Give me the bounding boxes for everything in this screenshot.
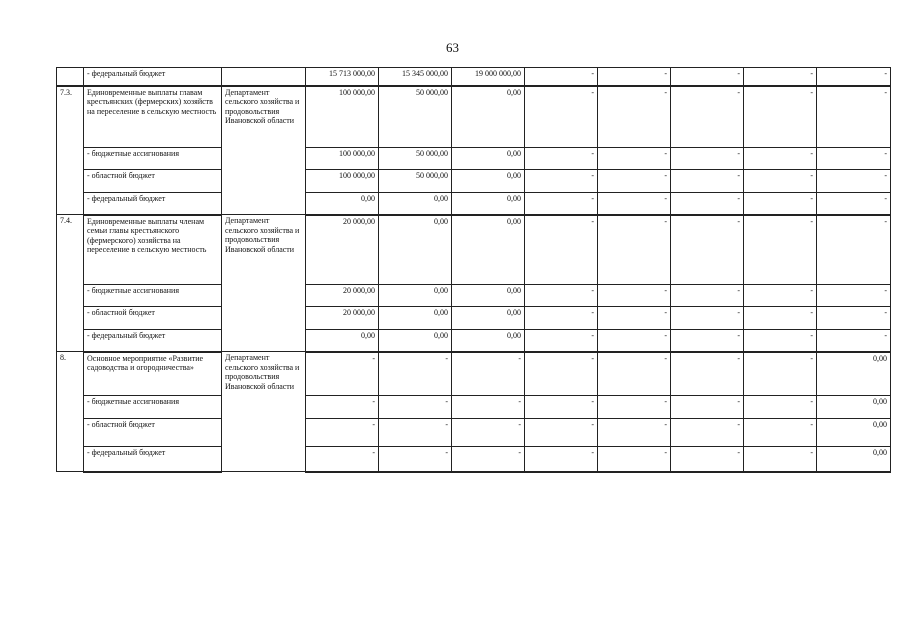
value-cell: 0,00 bbox=[379, 330, 452, 352]
value-cell: - bbox=[452, 352, 525, 396]
table-row bbox=[57, 330, 891, 352]
value-cell: - bbox=[671, 396, 744, 419]
value-cell: 100 000,00 bbox=[306, 170, 379, 193]
row-label-cell: - областной бюджет bbox=[84, 307, 222, 330]
value-cell: 0,00 bbox=[452, 307, 525, 330]
value-cell: - bbox=[598, 68, 671, 86]
value-cell: 0,00 bbox=[452, 148, 525, 170]
value-cell: - bbox=[744, 330, 817, 352]
value-cell: 0,00 bbox=[817, 396, 891, 419]
value-cell: 0,00 bbox=[452, 170, 525, 193]
value-cell: 20 000,00 bbox=[306, 307, 379, 330]
value-cell: - bbox=[525, 419, 598, 447]
value-cell: - bbox=[525, 215, 598, 285]
value-cell: - bbox=[379, 419, 452, 447]
value-cell: 100 000,00 bbox=[306, 148, 379, 170]
value-cell: 0,00 bbox=[379, 215, 452, 285]
value-cell: - bbox=[817, 86, 891, 148]
table-row bbox=[57, 68, 891, 86]
item-index: 8. bbox=[57, 352, 84, 472]
row-label-cell: - бюджетные ассигнования bbox=[84, 285, 222, 307]
value-cell: 0,00 bbox=[452, 330, 525, 352]
value-cell: - bbox=[525, 396, 598, 419]
value-cell: - bbox=[525, 170, 598, 193]
row-index-cell bbox=[57, 68, 84, 86]
value-cell: - bbox=[744, 447, 817, 472]
value-cell: - bbox=[671, 170, 744, 193]
executor-cell: Департамент сельского хозяйства и продовольствия Ивановской области bbox=[222, 86, 306, 215]
value-cell: - bbox=[671, 419, 744, 447]
value-cell: - bbox=[598, 86, 671, 148]
executor-cell: Департамент сельского хозяйства и продовольствия Ивановской области bbox=[222, 215, 306, 352]
value-cell: - bbox=[671, 330, 744, 352]
value-cell: 15 345 000,00 bbox=[379, 68, 452, 86]
executor-cell: Департамент сельского хозяйства и продовольствия Ивановской области bbox=[222, 352, 306, 472]
table-row bbox=[57, 193, 891, 215]
item-index: 7.4. bbox=[57, 215, 84, 352]
budget-table bbox=[56, 67, 891, 473]
value-cell: 0,00 bbox=[817, 447, 891, 472]
value-cell: - bbox=[671, 215, 744, 285]
value-cell: - bbox=[744, 68, 817, 86]
value-cell: - bbox=[744, 215, 817, 285]
value-cell: - bbox=[452, 447, 525, 472]
row-label-cell: - федеральный бюджет bbox=[84, 193, 222, 215]
value-cell: - bbox=[671, 86, 744, 148]
row-label-cell: - областной бюджет bbox=[84, 170, 222, 193]
value-cell: - bbox=[525, 330, 598, 352]
value-cell: - bbox=[525, 193, 598, 215]
value-cell: 50 000,00 bbox=[379, 148, 452, 170]
page-number: 63 bbox=[446, 40, 459, 55]
value-cell: - bbox=[598, 396, 671, 419]
value-cell: - bbox=[525, 307, 598, 330]
table-row bbox=[57, 285, 891, 307]
value-cell: - bbox=[379, 352, 452, 396]
table-row bbox=[57, 170, 891, 193]
value-cell: - bbox=[525, 285, 598, 307]
table-row bbox=[57, 148, 891, 170]
value-cell: - bbox=[671, 285, 744, 307]
value-cell: - bbox=[744, 86, 817, 148]
value-cell: - bbox=[744, 148, 817, 170]
value-cell: - bbox=[598, 307, 671, 330]
value-cell: - bbox=[598, 193, 671, 215]
value-cell: - bbox=[817, 193, 891, 215]
value-cell: 19 000 000,00 bbox=[452, 68, 525, 86]
row-label-cell: - бюджетные ассигнования bbox=[84, 148, 222, 170]
value-cell: - bbox=[525, 68, 598, 86]
row-label-cell: - бюджетные ассигнования bbox=[84, 396, 222, 419]
value-cell: 20 000,00 bbox=[306, 285, 379, 307]
value-cell: - bbox=[452, 396, 525, 419]
value-cell: - bbox=[744, 396, 817, 419]
value-cell: - bbox=[306, 419, 379, 447]
item-title: Единовременные выплаты главам крестьянских (фермерских) хозяйств на переселение в сельскую местность bbox=[84, 86, 222, 148]
table-row bbox=[57, 447, 891, 472]
value-cell: - bbox=[817, 285, 891, 307]
value-cell: 0,00 bbox=[817, 419, 891, 447]
value-cell: 50 000,00 bbox=[379, 86, 452, 148]
value-cell: 100 000,00 bbox=[306, 86, 379, 148]
value-cell: - bbox=[817, 170, 891, 193]
value-cell: - bbox=[525, 352, 598, 396]
value-cell: 0,00 bbox=[306, 193, 379, 215]
value-cell: 0,00 bbox=[452, 193, 525, 215]
value-cell: - bbox=[598, 330, 671, 352]
row-label-cell: - федеральный бюджет bbox=[84, 330, 222, 352]
table-row bbox=[57, 215, 891, 285]
value-cell: 0,00 bbox=[817, 352, 891, 396]
value-cell: - bbox=[598, 447, 671, 472]
value-cell: - bbox=[671, 307, 744, 330]
value-cell: - bbox=[598, 215, 671, 285]
value-cell: - bbox=[306, 447, 379, 472]
value-cell: - bbox=[379, 447, 452, 472]
table-row bbox=[57, 352, 891, 396]
item-title: Основное мероприятие «Развитие садоводства и огородничества» bbox=[84, 352, 222, 396]
row-label-cell: - областной бюджет bbox=[84, 419, 222, 447]
value-cell: - bbox=[598, 148, 671, 170]
value-cell: - bbox=[452, 419, 525, 447]
value-cell: 0,00 bbox=[452, 86, 525, 148]
value-cell: - bbox=[817, 215, 891, 285]
value-cell: 50 000,00 bbox=[379, 170, 452, 193]
value-cell: 0,00 bbox=[452, 215, 525, 285]
row-label-cell: - федеральный бюджет bbox=[84, 68, 222, 86]
value-cell: - bbox=[817, 148, 891, 170]
row-label-cell: - федеральный бюджет bbox=[84, 447, 222, 472]
value-cell: - bbox=[744, 352, 817, 396]
value-cell: 0,00 bbox=[379, 285, 452, 307]
value-cell: - bbox=[817, 307, 891, 330]
value-cell: - bbox=[306, 352, 379, 396]
value-cell: - bbox=[379, 396, 452, 419]
value-cell: - bbox=[744, 419, 817, 447]
value-cell: - bbox=[525, 148, 598, 170]
value-cell: - bbox=[817, 68, 891, 86]
value-cell: 0,00 bbox=[379, 307, 452, 330]
table-row bbox=[57, 307, 891, 330]
item-title: Единовременные выплаты членам семьи главы крестьянского (фермерского) хозяйства на переселение в сельскую местность bbox=[84, 215, 222, 285]
executor-cell bbox=[222, 68, 306, 86]
value-cell: - bbox=[671, 193, 744, 215]
value-cell: - bbox=[671, 447, 744, 472]
value-cell: - bbox=[817, 330, 891, 352]
item-index: 7.3. bbox=[57, 86, 84, 215]
value-cell: - bbox=[598, 352, 671, 396]
value-cell: 0,00 bbox=[306, 330, 379, 352]
table-row bbox=[57, 419, 891, 447]
value-cell: - bbox=[525, 447, 598, 472]
value-cell: - bbox=[744, 307, 817, 330]
value-cell: - bbox=[306, 396, 379, 419]
value-cell: - bbox=[525, 86, 598, 148]
value-cell: - bbox=[671, 352, 744, 396]
value-cell: - bbox=[598, 419, 671, 447]
value-cell: 15 713 000,00 bbox=[306, 68, 379, 86]
value-cell: - bbox=[598, 285, 671, 307]
value-cell: 20 000,00 bbox=[306, 215, 379, 285]
value-cell: 0,00 bbox=[452, 285, 525, 307]
value-cell: - bbox=[671, 68, 744, 86]
value-cell: 0,00 bbox=[379, 193, 452, 215]
value-cell: - bbox=[744, 170, 817, 193]
table-row bbox=[57, 86, 891, 148]
value-cell: - bbox=[598, 170, 671, 193]
value-cell: - bbox=[744, 193, 817, 215]
value-cell: - bbox=[744, 285, 817, 307]
table-row bbox=[57, 396, 891, 419]
value-cell: - bbox=[671, 148, 744, 170]
